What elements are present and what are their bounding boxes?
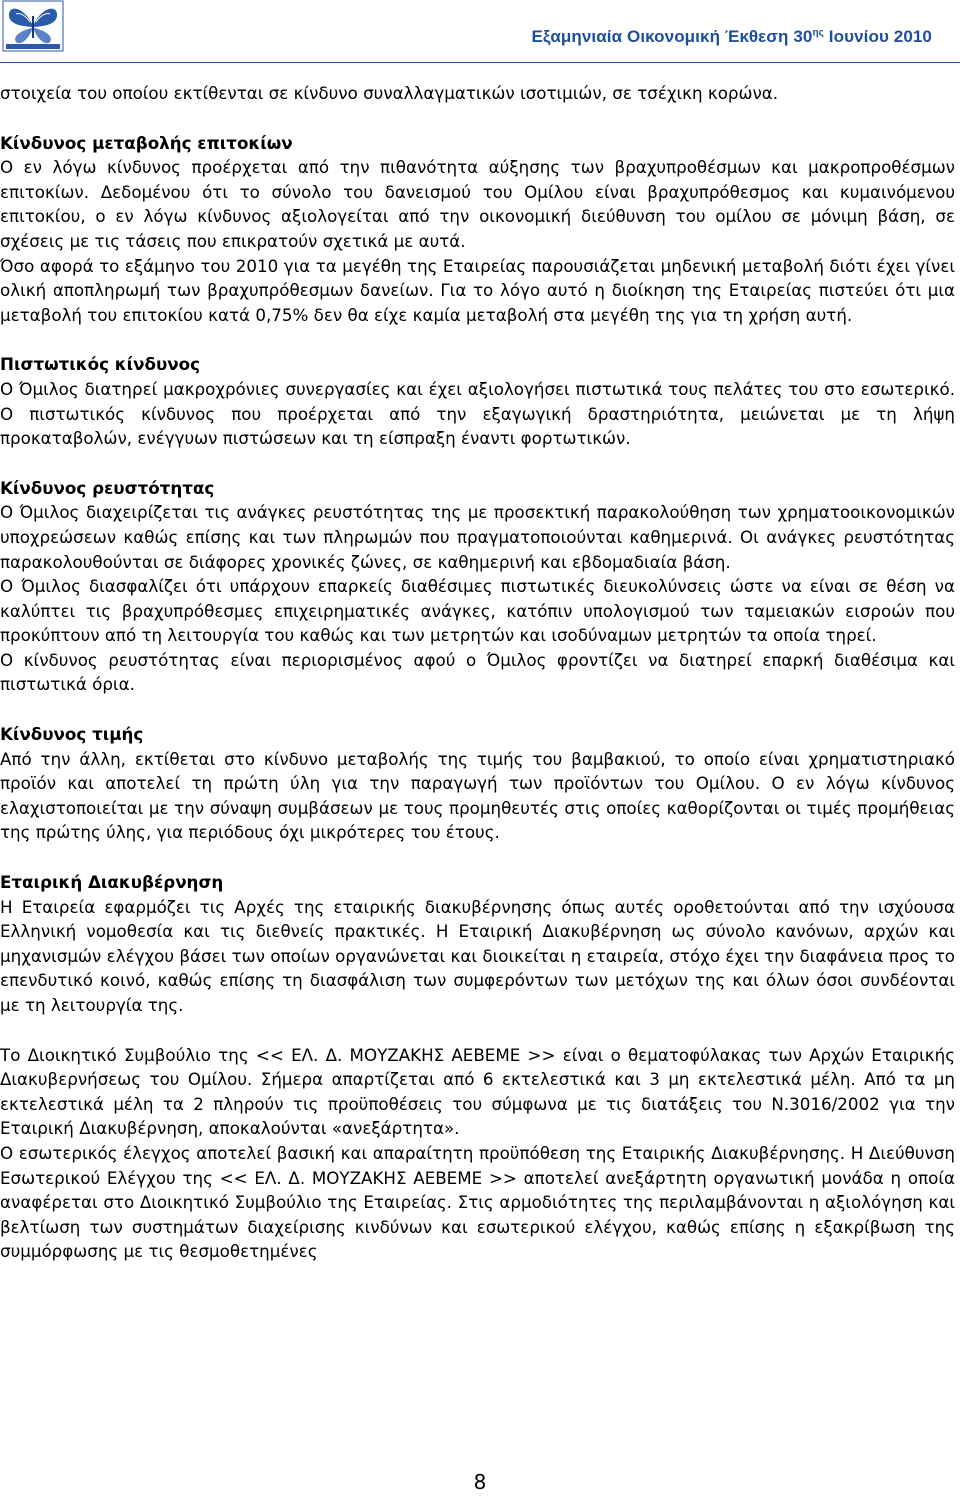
closing-paragraph: Ο εσωτερικός έλεγχος αποτελεί βασική και απαραίτητη προϋπόθεση της Εταιρικής Διακυβέρνησης. Η Διεύθυνση Εσωτερικού Ελέγχου της << ΕΛ. Δ. ΜΟΥΖΑΚΗΣ ΑΕΒΕΜΕ >> αποτελεί ανεξάρτητη οργανωτική μονάδα η οποία αναφέρεται στο Διοικητικό Συμβούλιο της Εταιρείας. Στις αρμοδιότητες της περιλαμβάνονται η αξιολόγηση και βελτίωση των συστημάτων διαχείρισης κινδύνων και εσωτερικού ελέγχου, καθώς επίσης η εξακρίβωση της συμμόρφωσης με τις θεσμοθετημένες [0, 1142, 955, 1262]
butterfly-logo-icon [2, 0, 64, 54]
section-heading: Κίνδυνος ρευστότητας [0, 477, 215, 498]
section-paragraph: Ο Όμιλος διασφαλίζει ότι υπάρχουν επαρκείς διαθέσιμες πιστωτικές διευκολύνσεις ώστε να είναι σε θέση να καλύπτει τις βραχυπρόθεσμες επιχειρηματικές ανάγκες, κατόπιν υπολογισμού των ταμειακών εισροών που προκύπτουν από τη λειτουργία του καθώς και των μετρητών και ισοδύναμων μετρητών τα οποία τηρεί. [0, 576, 955, 646]
page-number: 8 [473, 1470, 487, 1494]
section-paragraph: Η Εταιρεία εφαρμόζει τις Αρχές της εταιρικής διακυβέρνησης όπως αυτές οροθετούνται από την ισχύουσα Ελληνική νομοθεσία και τις διεθνείς πρακτικές. Η Εταιρική Διακυβέρνηση ως σύνολο κανόνων, αρχών και μηχανισμών ελέγχου βάσει των οποίων οργανώνεται και διοικείται η εταιρεία, στόχο έχει την διαφάνεια προς το επενδυτικό κοινό, καθώς επίσης τη διασφάλιση των συμφερόντων των μετόχων της και όλων όσοι συνδέονται με τη λειτουργία της. [0, 896, 955, 1015]
section-paragraph: Ο εν λόγω κίνδυνος προέρχεται από την πιθανότητα αύξησης των βραχυπροθέσμων και μακροπροθέσμων επιτοκίων. Δεδομένου ότι το σύνολο του δανεισμού του Ομίλου είναι βραχυπρόθεσμος και κυμαινόμενου επιτοκίου, ο εν λόγω κίνδυνος αξιολογείται από την οικονομική διεύθυνση του ομίλου σε μόνιμη βάση, σε σχέσεις με τις τάσεις που επικρατούν σχετικά με αυτά. [0, 157, 955, 251]
report-title: Εξαμηνιαία Οικονομική Έκθεση $30^{\eta\varsigma}$ Ιουνίου 2010 [531, 27, 932, 46]
document-body [0, 81, 955, 1264]
section-paragraph: Από την άλλη, εκτίθεται στο κίνδυνο μεταβολής της τιμής του βαμβακιού, το οποίο είναι χρηματιστηριακό προϊόν και αποτελεί τη πρώτη ύλη για την παραγωγή των προϊόντων του Ομίλου. Ο εν λόγω κίνδυνος ελαχιστοποιείται με την σύναψη συμβάσεων με τους προμηθευτές στις οποίες καθορίζονται οι τιμές προμήθειας της πρώτης ύλης, για περιόδους όχι μικρότερες του έτους. [0, 748, 955, 843]
header-divider [0, 62, 960, 63]
section-heading: Κίνδυνος τιμής [0, 724, 144, 745]
section-heading: Πιστωτικός κίνδυνος [0, 354, 200, 375]
section-paragraph: Ο Όμιλος διατηρεί μακροχρόνιες συνεργασίες και έχει αξιολογήσει πιστωτικά τους πελάτες του στο εσωτερικό. Ο πιστωτικός κίνδυνος που προέρχεται από την εξαγωγική δραστηριότητα, μειώνεται με τη λήψη προκαταβολών, ενέγγυων πιστώσεων και τη είσπραξη έναντι φορτωτικών. [0, 378, 955, 449]
section-paragraph: Όσο αφορά το εξάμηνο του 2010 για τα μεγέθη της Εταιρείας παρουσιάζεται μηδενική μεταβολή διότι έχει γίνει ολική αποπληρωμή των βραχυπρόθεσμων δανείων. Για το λόγο αυτό η διοίκηση της Εταιρείας πιστεύει ότι μια μεταβολή του επιτοκίου κατά 0,75% δεν θα είχε καμία μεταβολή στα μεγέθη της για τη χρήση αυτή. [0, 255, 955, 325]
section-heading: Κίνδυνος μεταβολής επιτοκίων [0, 132, 293, 153]
section-paragraph: Ο κίνδυνος ρευστότητας είναι περιορισμένος αφού ο Όμιλος φροντίζει να διατηρεί επαρκή διαθέσιμα και πιστωτικά όρια. [0, 649, 955, 695]
page-header [0, 0, 960, 66]
section-heading: Εταιρική Διακυβέρνηση [0, 872, 224, 893]
intro-paragraph: στοιχεία του οποίου εκτίθενται σε κίνδυνο συναλλαγματικών ισοτιμιών, σε τσέχικη κορώνα. [0, 83, 779, 103]
closing-paragraph: Το Διοικητικό Συμβούλιο της << ΕΛ. Δ. ΜΟΥΖΑΚΗΣ ΑΕΒΕΜΕ >> είναι ο θεματοφύλακας των Αρχών Εταιρικής Διακυβερνήσεως του Ομίλου. Σήμερα απαρτίζεται από 6 εκτελεστικά και 3 μη εκτελεστικά μέλη. Από τα μη εκτελεστικά μέλη τα 2 πληρούν τις προϋποθέσεις του σύμφωνα με τις διατάξεις του Ν.3016/2002 για την Εταιρική Διακυβέρνηση, αποκαλούνται «ανεξάρτητα». [0, 1044, 955, 1139]
section-paragraph: Ο Όμιλος διαχειρίζεται τις ανάγκες ρευστότητας της με προσεκτική παρακολούθηση των χρηματοοικονομικών υποχρεώσεων καθώς επίσης και των πληρωμών που πραγματοποιούνται καθημερινά. Οι ανάγκες ρευστότητας παρακολουθούνται σε διάφορες χρονικές ζώνες, σε καθημερινή και εβδομαδιαία βάση. [0, 502, 955, 572]
